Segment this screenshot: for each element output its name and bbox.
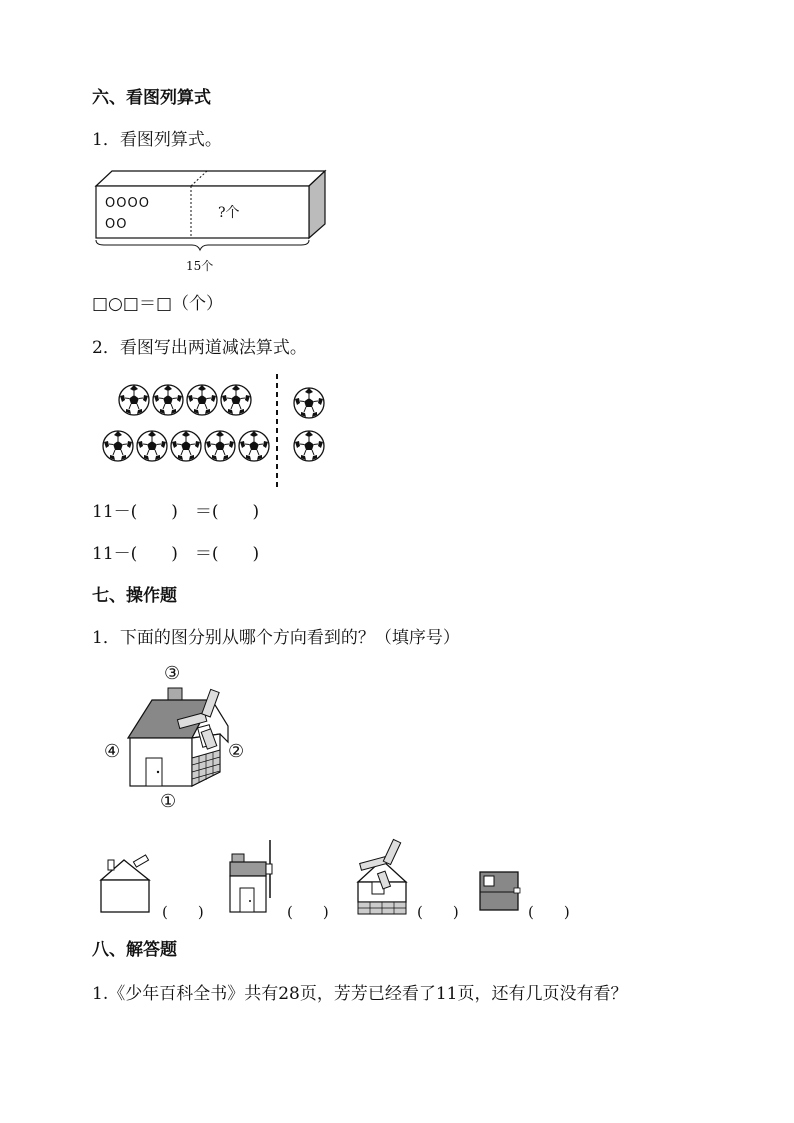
section8-title: 八、解答题	[92, 940, 177, 960]
question-8-1-label: 1.《少年百科全书》共有28页，芳芳已经看了11页，还有几页没有看？	[92, 984, 628, 1004]
soccer-ball	[221, 385, 251, 415]
soccer-balls-figure	[98, 372, 338, 490]
circles-row-1: OOOO	[105, 196, 150, 211]
direction-label-top: ③	[164, 663, 181, 684]
question-6-1-label: 1．看图列算式。	[92, 130, 222, 150]
house-figure	[120, 686, 230, 792]
view-option-1-figure	[96, 854, 156, 916]
answer-blank-1[interactable]: ( )	[162, 903, 204, 921]
soccer-ball	[294, 431, 324, 461]
circles-row-2: OO	[105, 217, 128, 232]
question-7-1-label: 1．下面的图分别从哪个方向看到的？（填序号）	[92, 628, 460, 648]
soccer-ball	[171, 431, 201, 461]
view-option-3-figure	[352, 838, 412, 918]
unknown-count-label: ?个	[218, 205, 240, 221]
question-6-2-label: 2．看图写出两道减法算式。	[92, 338, 307, 358]
direction-label-right: ②	[228, 741, 245, 762]
subtraction-equation-2[interactable]: 11－( ) ＝( )	[92, 544, 260, 564]
soccer-ball	[153, 385, 183, 415]
total-count-label: 15个	[186, 259, 214, 273]
view-option-4-figure	[476, 866, 522, 914]
equation-blanks[interactable]: □○□＝□（个）	[92, 294, 224, 314]
soccer-ball	[119, 385, 149, 415]
subtraction-equation-1[interactable]: 11－( ) ＝( )	[92, 502, 260, 522]
section7-title: 七、操作题	[92, 586, 177, 606]
soccer-ball	[294, 388, 324, 418]
answer-blank-2[interactable]: ( )	[287, 903, 329, 921]
answer-blank-3[interactable]: ( )	[417, 903, 459, 921]
answer-blank-4[interactable]: ( )	[528, 903, 570, 921]
view-option-2-figure	[224, 836, 280, 916]
direction-label-left: ④	[104, 741, 121, 762]
section6-title: 六、看图列算式	[92, 88, 211, 108]
soccer-ball	[103, 431, 133, 461]
soccer-ball	[187, 385, 217, 415]
soccer-ball	[239, 431, 269, 461]
soccer-ball	[137, 431, 167, 461]
direction-label-front: ①	[160, 791, 177, 812]
soccer-ball	[205, 431, 235, 461]
